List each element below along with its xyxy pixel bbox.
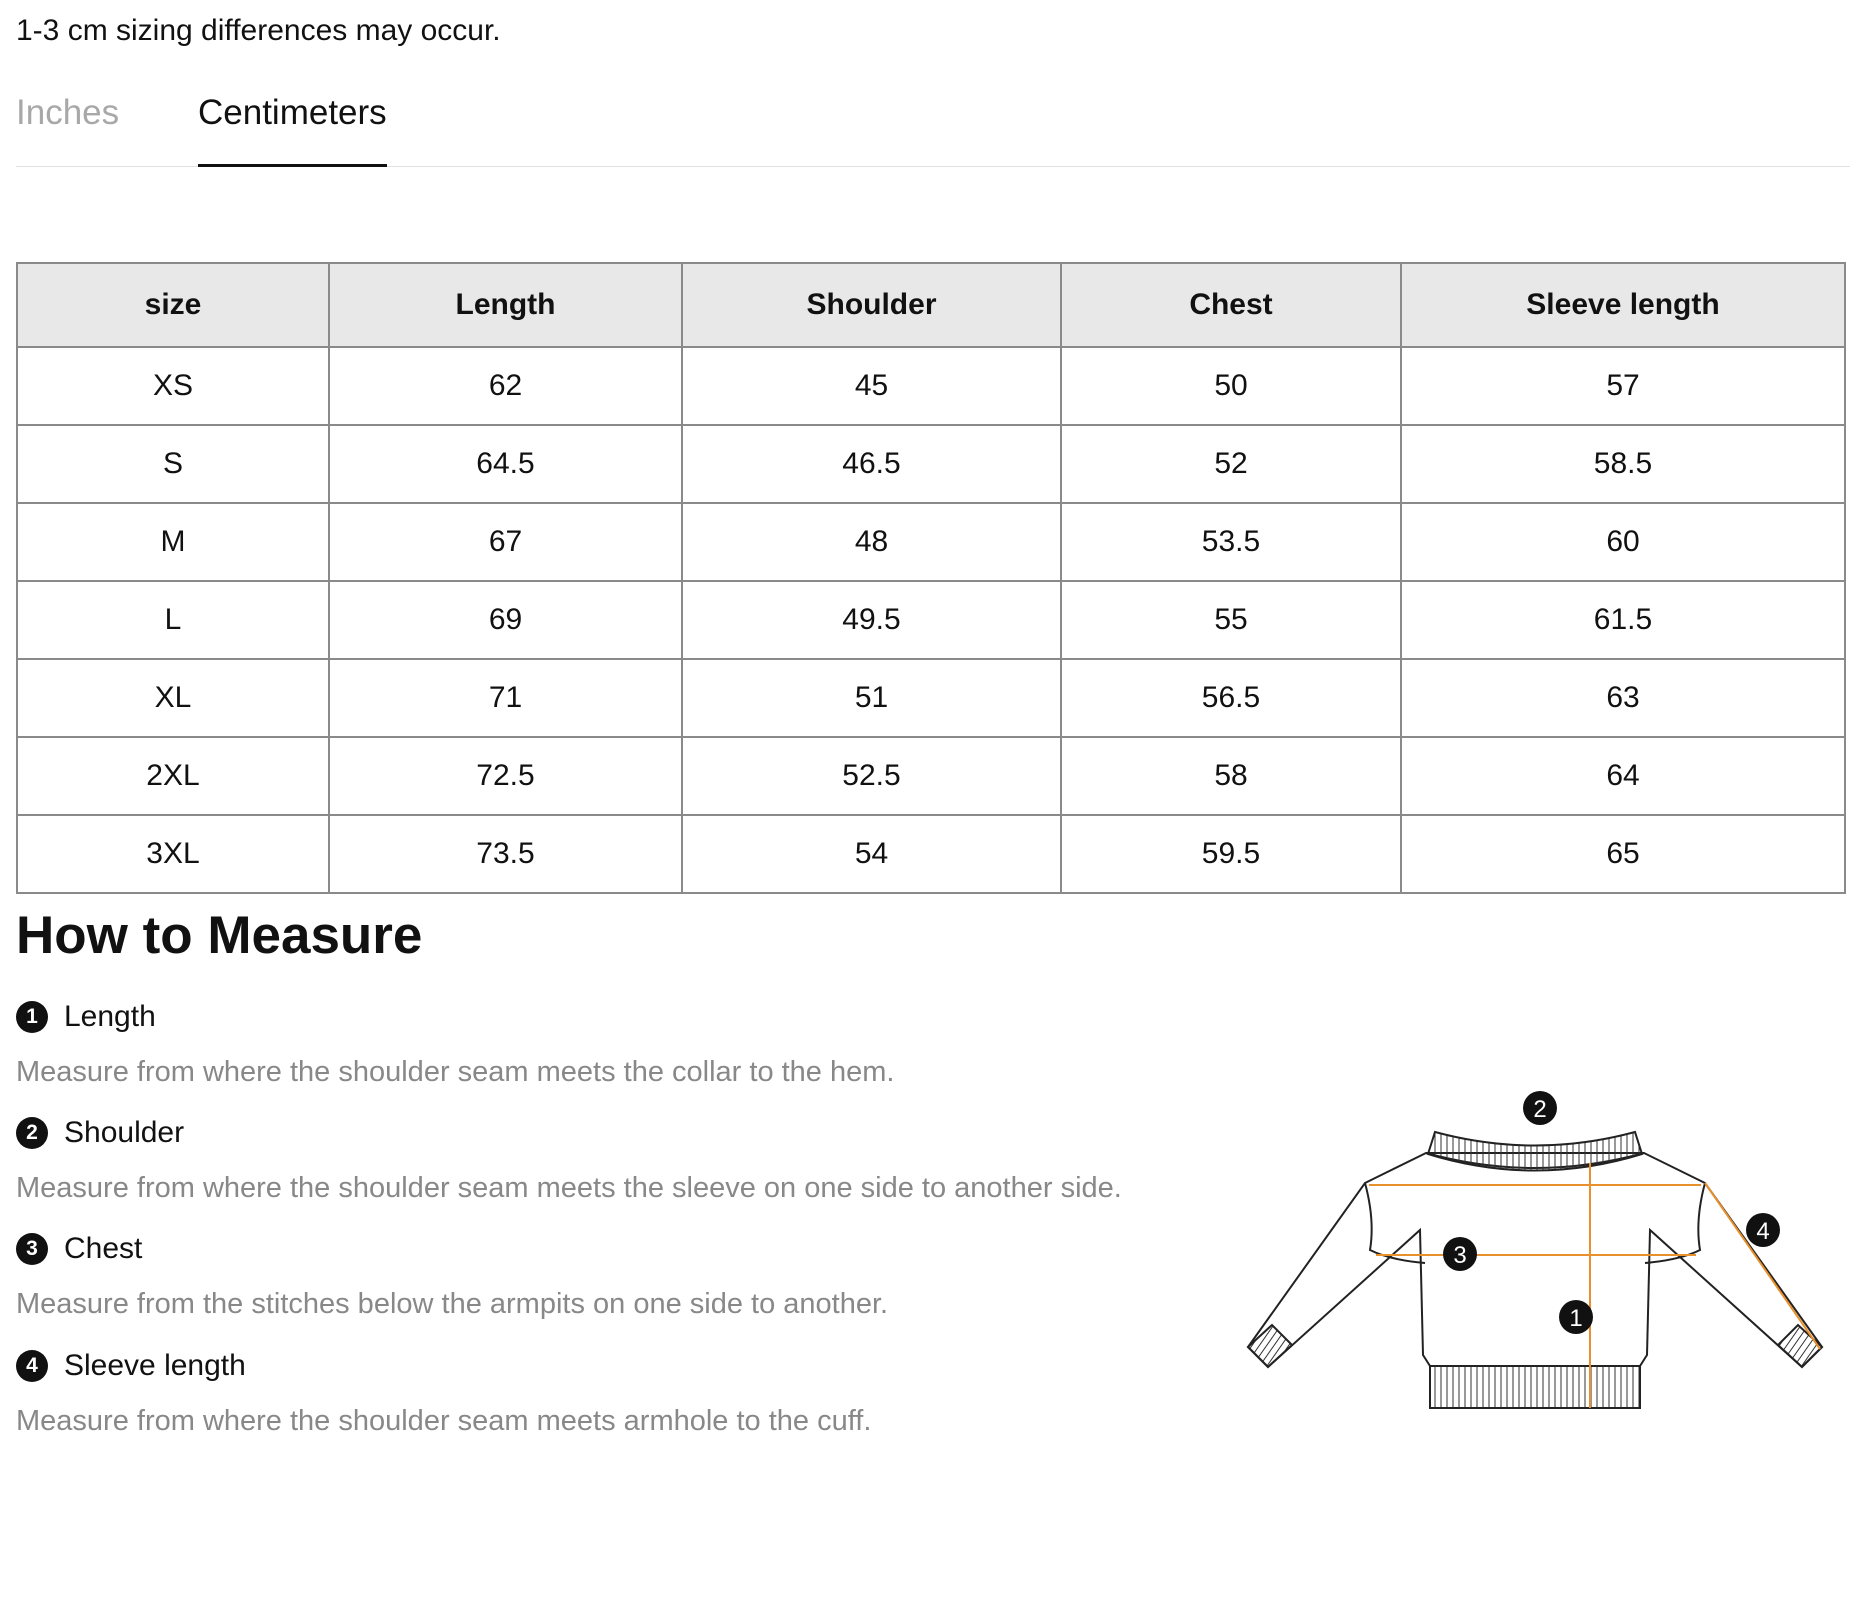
measure-description: Measure from where the shoulder seam meets armhole to the cuff.: [16, 1405, 872, 1437]
cell-length: 64.5: [329, 425, 682, 503]
cell-chest: 56.5: [1061, 659, 1401, 737]
size-chart-table: [16, 262, 1846, 894]
cell-chest: 52: [1061, 425, 1401, 503]
cell-shoulder: 48: [682, 503, 1061, 581]
marker-3-icon: [1443, 1237, 1477, 1271]
cell-length: 73.5: [329, 815, 682, 893]
header-shoulder: Shoulder: [682, 263, 1061, 347]
measure-description: Measure from the stitches below the armpits on one side to another.: [16, 1288, 889, 1320]
cell-sleeve-length: 58.5: [1401, 425, 1845, 503]
cell-sleeve-length: 63: [1401, 659, 1845, 737]
number-3-icon: 3: [16, 1233, 48, 1265]
cell-size: 2XL: [17, 737, 329, 815]
measure-item-sleeve-length: [16, 1349, 871, 1438]
measure-label: Length: [64, 1000, 156, 1033]
marker-3-text: 3: [1453, 1242, 1467, 1269]
table-row: [17, 425, 1845, 503]
marker-2-icon: [1523, 1091, 1557, 1125]
cell-shoulder: 54: [682, 815, 1061, 893]
cell-chest: 50: [1061, 347, 1401, 425]
cell-size: XS: [17, 347, 329, 425]
header-length: Length: [329, 263, 682, 347]
cell-chest: 53.5: [1061, 503, 1401, 581]
measure-item-shoulder: [16, 1116, 1122, 1205]
cell-chest: 55: [1061, 581, 1401, 659]
tab-inches[interactable]: Inches: [16, 93, 120, 132]
header-chest: Chest: [1061, 263, 1401, 347]
table-row: [17, 347, 1845, 425]
table-row: [17, 815, 1845, 893]
cell-size: 3XL: [17, 815, 329, 893]
header-sleeve-length: Sleeve length: [1401, 263, 1845, 347]
cell-sleeve-length: 65: [1401, 815, 1845, 893]
measure-description: Measure from where the shoulder seam meets the sleeve on one side to another side.: [16, 1172, 1122, 1204]
cell-shoulder: 45: [682, 347, 1061, 425]
marker-1-icon: [1559, 1300, 1593, 1334]
measure-label: Chest: [64, 1232, 143, 1265]
cell-chest: 58: [1061, 737, 1401, 815]
cell-length: 67: [329, 503, 682, 581]
measure-label: Sleeve length: [64, 1349, 246, 1382]
cell-chest: 59.5: [1061, 815, 1401, 893]
sweater-measurement-diagram: [1240, 1075, 1840, 1515]
cell-shoulder: 46.5: [682, 425, 1061, 503]
marker-4-text: 4: [1756, 1218, 1770, 1245]
cell-size: XL: [17, 659, 329, 737]
cell-shoulder: 49.5: [682, 581, 1061, 659]
marker-1-text: 1: [1569, 1305, 1583, 1332]
marker-2-text: 2: [1533, 1096, 1547, 1123]
number-4-icon: 4: [16, 1350, 48, 1382]
cell-length: 72.5: [329, 737, 682, 815]
cell-sleeve-length: 60: [1401, 503, 1845, 581]
cell-shoulder: 51: [682, 659, 1061, 737]
header-size: size: [17, 263, 329, 347]
cell-size: M: [17, 503, 329, 581]
table-row: [17, 503, 1845, 581]
cell-sleeve-length: 57: [1401, 347, 1845, 425]
tab-centimeters[interactable]: Centimeters: [198, 92, 387, 167]
cell-sleeve-length: 64: [1401, 737, 1845, 815]
cell-length: 71: [329, 659, 682, 737]
measure-label: Shoulder: [64, 1116, 185, 1149]
measure-item-length: [16, 1000, 894, 1089]
number-1-icon: 1: [16, 1001, 48, 1033]
marker-4-icon: [1746, 1213, 1780, 1247]
table-row: [17, 737, 1845, 815]
table-row: [17, 659, 1845, 737]
table-header-row: [17, 263, 1845, 347]
measure-item-chest: [16, 1232, 888, 1321]
table-row: [17, 581, 1845, 659]
cell-length: 62: [329, 347, 682, 425]
cell-length: 69: [329, 581, 682, 659]
cell-sleeve-length: 61.5: [1401, 581, 1845, 659]
sizing-notice: 1-3 cm sizing differences may occur.: [16, 14, 501, 47]
sweater-hem: [1430, 1366, 1640, 1408]
unit-tabs: [16, 92, 1850, 167]
cell-size: L: [17, 581, 329, 659]
cell-shoulder: 52.5: [682, 737, 1061, 815]
cell-size: S: [17, 425, 329, 503]
measure-description: Measure from where the shoulder seam meets the collar to the hem.: [16, 1056, 895, 1088]
how-to-measure-title: How to Measure: [16, 906, 423, 965]
number-2-icon: 2: [16, 1117, 48, 1149]
